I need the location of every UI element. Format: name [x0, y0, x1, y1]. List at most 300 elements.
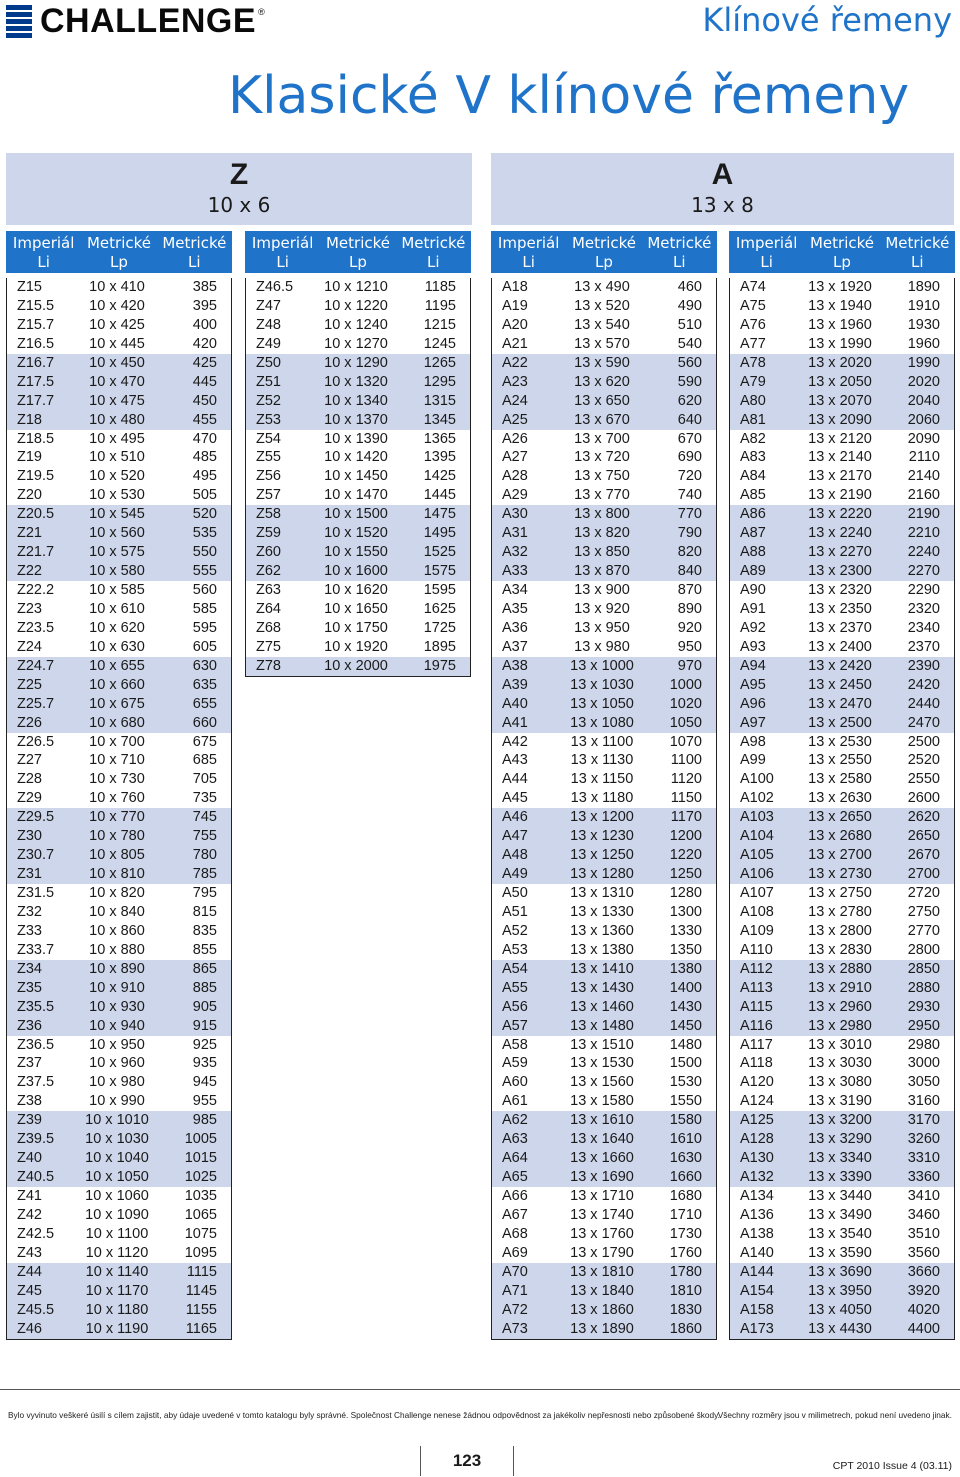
- imperial-cell: Z26: [17, 714, 42, 731]
- li-cell: 1365: [423, 430, 456, 447]
- li-cell: 865: [192, 960, 217, 977]
- table-row: [730, 1036, 954, 1055]
- imperial-cell: Z15: [17, 279, 42, 295]
- lp-cell: 13 x 3190: [808, 1093, 872, 1110]
- li-cell: 590: [677, 373, 702, 390]
- imperial-cell: Z17.7: [17, 392, 55, 409]
- table-row: [730, 505, 954, 524]
- lp-cell: 13 x 1430: [570, 979, 634, 996]
- lp-cell: 13 x 1250: [570, 847, 634, 864]
- li-cell: 675: [192, 733, 217, 750]
- li-cell: 540: [677, 335, 702, 352]
- li-cell: 745: [192, 809, 217, 826]
- table-row: [730, 733, 954, 752]
- table-row: [492, 865, 716, 884]
- imperial-cell: A105: [740, 847, 774, 864]
- li-cell: 620: [677, 392, 702, 409]
- li-cell: 3000: [907, 1055, 940, 1072]
- table-row: [730, 1054, 954, 1073]
- li-cell: 2110: [908, 449, 940, 466]
- footer-divider: [0, 1389, 960, 1390]
- lp-cell: 13 x 1460: [570, 998, 634, 1015]
- imperial-cell: Z54: [256, 430, 281, 447]
- table-row: [7, 1320, 231, 1339]
- imperial-cell: Z28: [17, 771, 42, 788]
- table-row: [730, 922, 954, 941]
- table-row: [7, 392, 231, 411]
- header-unit: Lp: [110, 253, 128, 271]
- table-row: [492, 562, 716, 581]
- lp-cell: 13 x 1380: [570, 941, 634, 958]
- lp-cell: 13 x 1200: [570, 809, 634, 826]
- imperial-cell: Z31.5: [17, 885, 55, 901]
- table-row: [730, 941, 954, 960]
- imperial-cell: A49: [502, 866, 528, 883]
- imperial-li-header: [6, 231, 81, 273]
- table-row: [492, 1054, 716, 1073]
- li-cell: 3170: [907, 1112, 940, 1129]
- table-row: [492, 751, 716, 770]
- table-row: [7, 505, 231, 524]
- table-row: [730, 903, 954, 922]
- imperial-cell: A108: [740, 903, 774, 920]
- li-cell: 1330: [669, 922, 702, 939]
- lp-cell: 10 x 1500: [324, 506, 388, 523]
- imperial-cell: A140: [740, 1244, 774, 1261]
- imperial-cell: A112: [740, 960, 773, 977]
- table-row: [730, 335, 954, 354]
- li-cell: 1760: [669, 1244, 702, 1261]
- li-cell: 950: [677, 638, 702, 655]
- lp-cell: 10 x 410: [89, 279, 145, 295]
- header-unit: Li: [276, 253, 289, 271]
- lp-cell: 13 x 2500: [808, 714, 872, 731]
- table-row: [492, 1244, 716, 1263]
- group-size: 13 x 8: [691, 193, 754, 217]
- lp-cell: 10 x 780: [89, 828, 145, 845]
- imperial-cell: A78: [740, 354, 766, 371]
- table-row: [730, 676, 954, 695]
- lp-cell: 10 x 770: [89, 809, 145, 826]
- imperial-cell: A130: [740, 1150, 774, 1167]
- li-cell: 2340: [907, 619, 940, 636]
- li-cell: 2470: [907, 714, 940, 731]
- li-cell: 510: [677, 316, 702, 333]
- li-cell: 2770: [907, 922, 940, 939]
- table-row: [730, 979, 954, 998]
- lp-cell: 10 x 1270: [324, 335, 388, 352]
- li-cell: 945: [192, 1074, 217, 1091]
- lp-cell: 10 x 1210: [324, 279, 388, 295]
- lp-cell: 10 x 450: [89, 354, 145, 371]
- table-row: [246, 524, 470, 543]
- lp-cell: 13 x 2730: [808, 866, 872, 883]
- table-row: [730, 1017, 954, 1036]
- lp-cell: 13 x 1990: [808, 335, 872, 352]
- table-row: [7, 1187, 231, 1206]
- li-cell: 1930: [907, 316, 940, 333]
- table-row: [7, 676, 231, 695]
- lp-cell: 13 x 2050: [808, 373, 872, 390]
- table-row: [492, 411, 716, 430]
- li-cell: 735: [192, 790, 217, 807]
- table-row: [730, 695, 954, 714]
- imperial-cell: A51: [502, 903, 528, 920]
- li-cell: 495: [192, 468, 217, 485]
- li-cell: 3510: [907, 1225, 940, 1242]
- table-body: [729, 278, 955, 1340]
- table-row: [492, 1130, 716, 1149]
- li-cell: 1065: [184, 1206, 217, 1223]
- imperial-cell: A41: [502, 714, 528, 731]
- li-cell: 1345: [423, 411, 456, 428]
- imperial-cell: A84: [740, 468, 766, 485]
- imperial-cell: A42: [502, 733, 528, 750]
- imperial-cell: Z41: [17, 1188, 42, 1204]
- li-cell: 520: [192, 506, 217, 523]
- table-row: [492, 297, 716, 316]
- lp-cell: 13 x 1150: [570, 771, 634, 788]
- li-cell: 1380: [669, 960, 702, 977]
- table-row: [7, 297, 231, 316]
- table-row: [7, 770, 231, 789]
- imperial-cell: A71: [502, 1282, 528, 1299]
- lp-cell: 10 x 940: [89, 1017, 145, 1034]
- lp-cell: 13 x 1660: [570, 1150, 634, 1167]
- lp-cell: 13 x 2550: [808, 752, 872, 769]
- lp-cell: 13 x 2370: [808, 619, 872, 636]
- imperial-cell: A37: [502, 638, 528, 655]
- imperial-cell: Z36.5: [17, 1036, 55, 1053]
- li-cell: 505: [192, 487, 217, 504]
- imperial-cell: A19: [502, 297, 528, 314]
- li-cell: 2700: [907, 866, 940, 883]
- table-row: [730, 1073, 954, 1092]
- li-cell: 1680: [669, 1188, 702, 1204]
- imperial-cell: A81: [740, 411, 766, 428]
- table-row: [730, 638, 954, 657]
- lp-cell: 13 x 2120: [808, 430, 872, 447]
- lp-cell: 10 x 520: [89, 468, 145, 485]
- imperial-cell: Z21: [17, 525, 42, 542]
- imperial-cell: A86: [740, 506, 766, 523]
- table-row: [492, 770, 716, 789]
- lp-cell: 13 x 820: [574, 525, 630, 542]
- li-cell: 555: [192, 563, 217, 580]
- imperial-cell: A45: [502, 790, 528, 807]
- li-cell: 2370: [907, 638, 940, 655]
- li-cell: 2520: [907, 752, 940, 769]
- table-row: [730, 619, 954, 638]
- table-row: [246, 430, 470, 449]
- li-cell: 3560: [907, 1244, 940, 1261]
- lp-cell: 10 x 510: [89, 449, 145, 466]
- table-row: [730, 960, 954, 979]
- table-row: [730, 581, 954, 600]
- table-row: [730, 884, 954, 903]
- li-cell: 1000: [669, 676, 702, 693]
- lp-cell: 13 x 2320: [808, 582, 872, 598]
- table-row: [730, 1301, 954, 1320]
- imperial-cell: Z16.7: [17, 354, 55, 371]
- table-z-1: [6, 231, 232, 1340]
- li-cell: 1200: [669, 828, 702, 845]
- table-row: [7, 808, 231, 827]
- table-row: [492, 486, 716, 505]
- lp-cell: 13 x 2780: [808, 903, 872, 920]
- group-header-z: [6, 153, 472, 225]
- lp-cell: 13 x 1280: [570, 866, 634, 883]
- imperial-cell: A110: [740, 941, 773, 958]
- imperial-cell: A116: [740, 1017, 773, 1034]
- li-cell: 815: [192, 903, 217, 920]
- table-row: [730, 846, 954, 865]
- lp-cell: 13 x 3030: [808, 1055, 872, 1072]
- li-cell: 690: [677, 449, 702, 466]
- table-row: [492, 657, 716, 676]
- table-row: [7, 1017, 231, 1036]
- table-row: [492, 941, 716, 960]
- lp-cell: 13 x 3010: [808, 1036, 872, 1053]
- group-size: 10 x 6: [207, 193, 271, 217]
- table-row: [492, 1168, 716, 1187]
- imperial-cell: A99: [740, 752, 766, 769]
- lp-cell: 13 x 3390: [808, 1169, 872, 1186]
- li-cell: 655: [192, 695, 217, 712]
- lp-cell: 13 x 1890: [570, 1320, 634, 1337]
- issue-label: CPT 2010 Issue 4 (03.11): [832, 1460, 952, 1472]
- imperial-li-header: [729, 231, 804, 273]
- li-cell: 1150: [670, 790, 702, 807]
- lp-cell: 10 x 1600: [324, 563, 388, 580]
- li-cell: 1400: [669, 979, 702, 996]
- header-unit: Li: [522, 253, 535, 271]
- li-cell: 755: [192, 828, 217, 845]
- imperial-cell: A92: [740, 619, 766, 636]
- li-cell: 1100: [670, 752, 702, 769]
- lp-cell: 10 x 425: [89, 316, 145, 333]
- table-z-2: [245, 231, 471, 677]
- imperial-cell: A63: [502, 1131, 528, 1148]
- table-row: [7, 827, 231, 846]
- li-cell: 1165: [185, 1320, 217, 1337]
- header-unit: Lp: [833, 253, 851, 271]
- table-row: [246, 638, 470, 657]
- lp-cell: 10 x 495: [89, 430, 145, 447]
- lp-cell: 13 x 1230: [570, 828, 634, 845]
- li-cell: 2720: [907, 885, 940, 901]
- imperial-cell: A64: [502, 1150, 528, 1167]
- header-unit: Li: [673, 253, 686, 271]
- imperial-cell: A115: [740, 998, 773, 1015]
- imperial-cell: Z46.5: [256, 279, 294, 295]
- table-row: [7, 373, 231, 392]
- li-cell: 890: [677, 600, 702, 617]
- imperial-cell: Z29: [17, 790, 42, 807]
- imperial-cell: Z49: [256, 335, 281, 352]
- imperial-cell: A25: [502, 411, 528, 428]
- imperial-cell: A124: [740, 1093, 774, 1110]
- li-cell: 1145: [185, 1282, 217, 1299]
- li-cell: 2320: [907, 600, 940, 617]
- table-row: [730, 714, 954, 733]
- li-cell: 1990: [907, 354, 940, 371]
- li-cell: 2600: [907, 790, 940, 807]
- lp-cell: 13 x 2750: [808, 885, 872, 901]
- table-row: [7, 600, 231, 619]
- section-title: Klínové řemeny: [702, 1, 952, 39]
- header-label: Metrické: [809, 234, 874, 252]
- lp-cell: 10 x 730: [89, 771, 145, 788]
- table-row: [730, 808, 954, 827]
- imperial-cell: A70: [502, 1263, 528, 1280]
- lp-cell: 13 x 1100: [570, 733, 634, 750]
- table-row: [492, 467, 716, 486]
- table-row: [246, 505, 470, 524]
- lp-cell: 13 x 3340: [808, 1150, 872, 1167]
- imperial-cell: A102: [740, 790, 774, 807]
- lp-cell: 10 x 860: [89, 922, 145, 939]
- table-row: [492, 714, 716, 733]
- table-row: [7, 865, 231, 884]
- imperial-cell: A31: [502, 525, 528, 542]
- table-row: [730, 467, 954, 486]
- lp-cell: 10 x 580: [89, 563, 145, 580]
- imperial-cell: A29: [502, 487, 528, 504]
- imperial-cell: A48: [502, 847, 528, 864]
- imperial-cell: A54: [502, 960, 528, 977]
- header-unit: Li: [427, 253, 440, 271]
- li-cell: 2270: [907, 563, 940, 580]
- lp-cell: 13 x 2170: [808, 468, 872, 485]
- lp-cell: 10 x 880: [89, 941, 145, 958]
- disclaimer: Bylo vyvinuto veškeré úsilí s cílem zajistit, aby údaje uvedené v tomto katalogu byly správné. Společnost Challenge nenese žádnou odpovědnost za jakékoliv nepřesnosti nebo způsobené škody.: [8, 1410, 720, 1420]
- imperial-cell: Z37: [17, 1055, 42, 1072]
- lp-cell: 13 x 1000: [570, 657, 634, 674]
- li-cell: 395: [192, 297, 217, 314]
- li-cell: 835: [192, 922, 217, 939]
- li-cell: 1095: [184, 1244, 217, 1261]
- imperial-cell: Z42: [17, 1206, 42, 1223]
- lp-cell: 10 x 1140: [85, 1263, 149, 1280]
- lp-cell: 13 x 3490: [808, 1206, 872, 1223]
- lp-cell: 13 x 1940: [808, 297, 872, 314]
- registered-mark: ®: [258, 7, 265, 17]
- li-cell: 560: [192, 582, 217, 598]
- table-row: [246, 600, 470, 619]
- lp-cell: 13 x 4430: [808, 1320, 872, 1337]
- table-row: [7, 789, 231, 808]
- lp-cell: 13 x 1810: [570, 1263, 634, 1280]
- lp-cell: 13 x 1310: [570, 885, 634, 901]
- lp-cell: 10 x 480: [89, 411, 145, 428]
- header-unit: Li: [760, 253, 773, 271]
- lp-cell: 10 x 655: [89, 657, 145, 674]
- imperial-cell: Z30.7: [17, 847, 55, 864]
- lp-cell: 13 x 3540: [808, 1225, 872, 1242]
- li-cell: 2420: [907, 676, 940, 693]
- imperial-cell: Z62: [256, 563, 281, 580]
- imperial-cell: A53: [502, 941, 528, 958]
- li-cell: 2800: [907, 941, 940, 958]
- imperial-cell: Z39: [17, 1112, 42, 1129]
- table-row: [492, 1320, 716, 1339]
- page-number: 123: [420, 1446, 514, 1476]
- lp-cell: 13 x 1410: [570, 960, 634, 977]
- lp-cell: 13 x 1710: [570, 1188, 634, 1204]
- lp-cell: 13 x 2400: [808, 638, 872, 655]
- lp-cell: 10 x 1340: [324, 392, 388, 409]
- li-cell: 1830: [669, 1301, 702, 1318]
- imperial-cell: A88: [740, 544, 766, 561]
- li-cell: 1120: [670, 771, 702, 788]
- lp-cell: 10 x 710: [89, 752, 145, 769]
- imperial-cell: Z18.5: [17, 430, 55, 447]
- table-row: [492, 335, 716, 354]
- imperial-cell: A85: [740, 487, 766, 504]
- table-row: [7, 316, 231, 335]
- lp-cell: 13 x 800: [574, 506, 630, 523]
- table-row: [7, 543, 231, 562]
- table-row: [7, 941, 231, 960]
- imperial-cell: A20: [502, 316, 528, 333]
- table-row: [730, 354, 954, 373]
- lp-cell: 10 x 1520: [324, 525, 388, 542]
- lp-cell: 13 x 770: [574, 487, 630, 504]
- imperial-cell: A32: [502, 544, 528, 561]
- dimensions-note: Všechny rozměry jsou v milimetrech, pokud není uvedeno jinak.: [717, 1410, 952, 1420]
- header-label: Metrické: [647, 234, 712, 252]
- group-name: A: [711, 158, 734, 191]
- table-row: [492, 1206, 716, 1225]
- imperial-cell: A77: [740, 335, 766, 352]
- li-cell: 870: [677, 582, 702, 598]
- imperial-cell: Z33.7: [17, 941, 55, 958]
- li-cell: 1550: [669, 1093, 702, 1110]
- li-cell: 535: [192, 525, 217, 542]
- imperial-cell: Z32: [17, 903, 42, 920]
- li-cell: 1075: [184, 1225, 217, 1242]
- imperial-cell: Z68: [256, 619, 281, 636]
- li-cell: 1450: [669, 1017, 702, 1034]
- lp-cell: 10 x 1420: [324, 449, 388, 466]
- lp-cell: 13 x 2450: [808, 676, 872, 693]
- table-row: [492, 1092, 716, 1111]
- lp-cell: 13 x 1560: [570, 1074, 634, 1091]
- lp-cell: 13 x 2470: [808, 695, 872, 712]
- li-cell: 3260: [907, 1131, 940, 1148]
- imperial-cell: Z17.5: [17, 373, 55, 390]
- table-row: [246, 316, 470, 335]
- table-row: [246, 448, 470, 467]
- header-unit: Li: [37, 253, 50, 271]
- imperial-cell: Z52: [256, 392, 281, 409]
- li-cell: 1725: [423, 619, 456, 636]
- li-cell: 1730: [669, 1225, 702, 1242]
- lp-cell: 10 x 420: [89, 297, 145, 314]
- table-row: [492, 884, 716, 903]
- li-cell: 1710: [669, 1206, 702, 1223]
- lp-cell: 13 x 1790: [570, 1244, 634, 1261]
- imperial-cell: Z50: [256, 354, 281, 371]
- lp-cell: 13 x 950: [574, 619, 630, 636]
- imperial-cell: Z22.2: [17, 582, 55, 598]
- table-row: [7, 1206, 231, 1225]
- imperial-cell: Z24: [17, 638, 42, 655]
- li-cell: 1155: [185, 1301, 217, 1318]
- imperial-cell: Z53: [256, 411, 281, 428]
- imperial-cell: Z26.5: [17, 733, 55, 750]
